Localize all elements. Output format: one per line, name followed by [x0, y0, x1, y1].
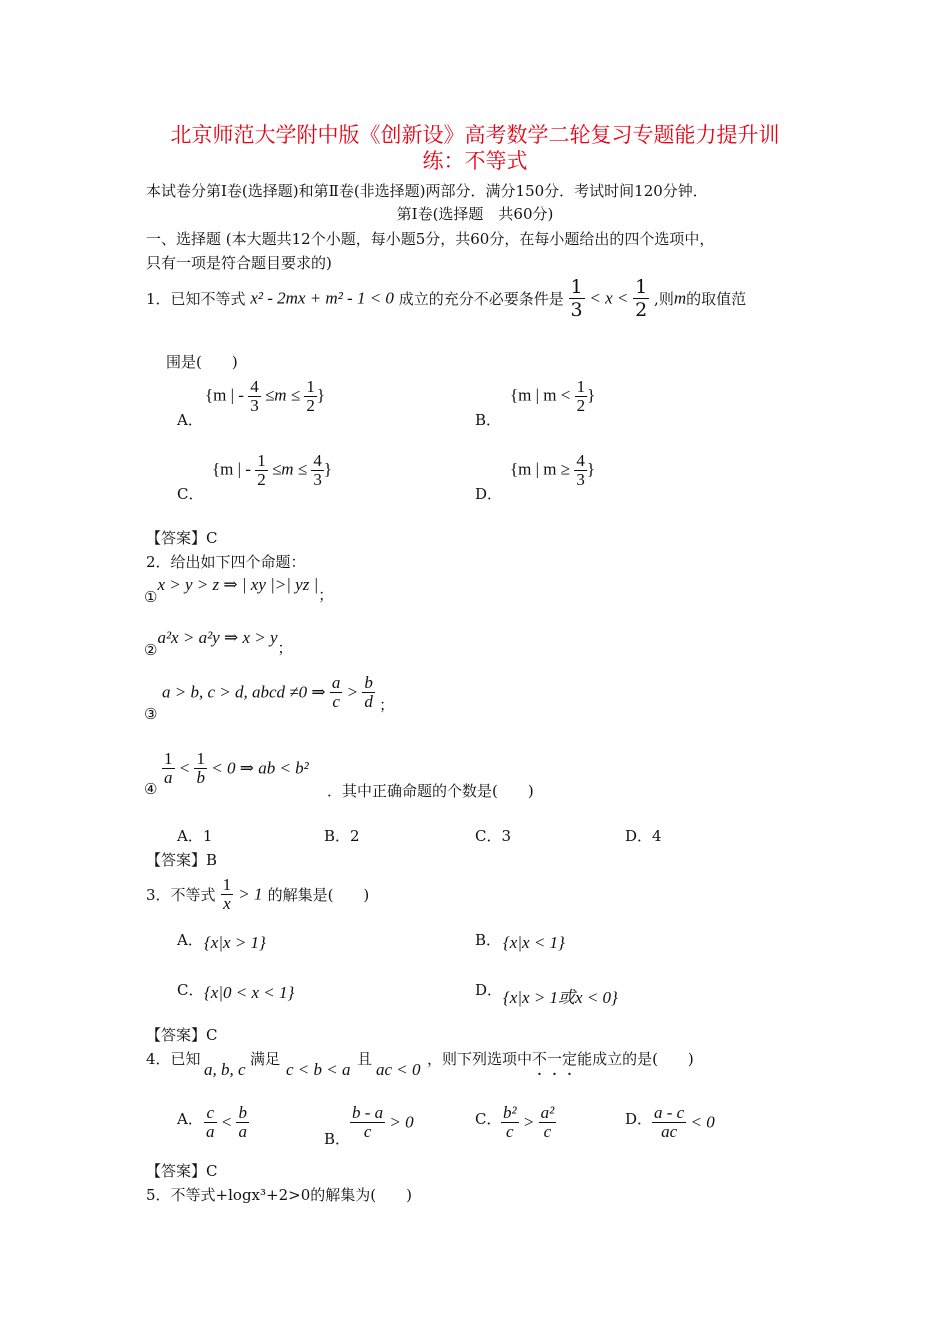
q4-option-a[interactable]: $\frac{c}{a}$ < $\frac{b}{a}$ [206, 1103, 247, 1141]
q2-option-b[interactable]: B．2 [324, 827, 360, 845]
q1-option-b[interactable]: {m | m < $\frac{1}{2}$ } [510, 377, 596, 415]
q4-condition-2: ac < 0 [376, 1060, 421, 1079]
q2-proposition-1: ①x > y > z ⇒ | xy |>| yz |； [144, 575, 334, 606]
q2-proposition-3: a > b, c > d, abcd ≠0 ⇒ $\frac{a}{c}$ > $\frac{b}{d}$ ； [162, 673, 395, 715]
q3-option-d[interactable]: {x|x > 1或x < 0} [503, 988, 618, 1007]
q1-option-d-label[interactable]: D． [475, 485, 503, 503]
section-desc-1: 一、选择题 (本大题共12个小题，每小题5分，共60分，在每小题给出的四个选项中， [146, 230, 715, 248]
exam-intro: 本试卷分第Ⅰ卷(选择题)和第Ⅱ卷(非选择题)两部分．满分150分．考试时间120分钟． [146, 182, 708, 200]
q1-option-b-label[interactable]: B． [475, 411, 502, 429]
q3-option-c-label[interactable]: C． [177, 981, 204, 999]
document-title-line-2: 练：不等式 [422, 149, 528, 173]
q2-proposition-3-mark: ③ [144, 705, 158, 723]
q4-option-c[interactable]: $\frac{\text{b²}}{c}$ > $\frac{\text{a²}}{c}$ [503, 1103, 555, 1141]
q1-fraction-one-third: $\frac{1}{3}$ [570, 276, 583, 321]
q3-option-c[interactable]: {x|0 < x < 1} [204, 983, 295, 1002]
q4-option-a-label[interactable]: A． [177, 1110, 203, 1128]
q2-option-c[interactable]: C．3 [475, 827, 512, 845]
q2-proposition-2: ②a²x > a²y ⇒ x > y； [144, 628, 293, 659]
q4-option-c-label[interactable]: C． [475, 1110, 502, 1128]
q4-option-b[interactable]: $\frac{b - a}{c}$ > 0 [352, 1103, 414, 1141]
q4-satisfy: 满足 [250, 1050, 281, 1068]
q3-option-d-label[interactable]: D． [475, 981, 503, 999]
q3-option-a[interactable]: {x|x > 1} [204, 933, 266, 952]
q1-answer: 【答案】C [146, 529, 218, 547]
q4-vars: a, b, c [204, 1060, 246, 1079]
q2-option-a[interactable]: A．1 [177, 827, 213, 845]
q4-option-d-label[interactable]: D． [625, 1110, 653, 1128]
q1-option-c-label[interactable]: C． [177, 485, 204, 503]
q1-option-a-label[interactable]: A． [177, 411, 203, 429]
q3-option-b[interactable]: {x|x < 1} [503, 933, 565, 952]
q2-stem-tail: ．其中正确命题的个数是( ) [327, 782, 534, 800]
q2-answer: 【答案】B [146, 851, 218, 869]
q1-fraction-one-half: $\frac{1}{2}$ [635, 276, 648, 321]
question-1-stem: 1．已知不等式 x² - 2mx + m² - 1 < 0 成立的充分不必要条件是 $\frac{1}{3}$ < x < $\frac{1}{2}$ ,则m的取值范 [146, 276, 747, 321]
q4-condition: c < b < a [286, 1060, 351, 1079]
part-1-header: 第Ⅰ卷(选择题 共60分) [396, 205, 554, 223]
q4-and: 且 [357, 1050, 373, 1068]
question-1-stem-line-2: 围是( ) [166, 353, 238, 371]
q1-inequality: x² - 2mx + m² - 1 < 0 [250, 288, 394, 308]
q4-answer: 【答案】C [146, 1162, 218, 1180]
q2-option-d[interactable]: D．4 [625, 827, 662, 845]
question-5-stem: 5．不等式+logx³+2>0的解集为( ) [146, 1186, 412, 1204]
q2-proposition-4-mark: ④ [144, 780, 158, 798]
q1-option-c[interactable]: {m | - $\frac{1}{2}$ ≤m ≤ $\frac{4}{3}$ } [212, 451, 333, 489]
question-2-stem: 2．给出如下四个命题： [146, 553, 306, 571]
q1-option-a[interactable]: {m | - $\frac{4}{3}$ ≤m ≤ $\frac{1}{2}$ } [205, 377, 326, 415]
document-title-line-1: 北京师范大学附中版《创新设》高考数学二轮复习专题能力提升训 [170, 123, 780, 147]
section-desc-2: 只有一项是符合题目要求的) [146, 254, 332, 272]
q3-answer: 【答案】C [146, 1026, 218, 1044]
question-3-stem: 3．不等式 $\frac{1}{x}$ > 1 的解集是( ) [146, 875, 370, 913]
q4-option-b-label[interactable]: B． [324, 1130, 351, 1148]
q3-option-a-label[interactable]: A． [177, 931, 203, 949]
question-4-num: 4．已知 [146, 1050, 201, 1068]
q1-option-d[interactable]: {m | m ≥ $\frac{4}{3}$ } [510, 451, 596, 489]
q4-option-d[interactable]: $\frac{a - c}{ac}$ < 0 [654, 1103, 715, 1141]
q4-stem-tail: ，则下列选项中不一定能成立的是( ) [427, 1050, 694, 1068]
q2-proposition-4: $\frac{1}{a}$ < $\frac{1}{b}$ < 0 ⇒ ab < b² [164, 749, 309, 787]
q3-option-b-label[interactable]: B． [475, 931, 502, 949]
